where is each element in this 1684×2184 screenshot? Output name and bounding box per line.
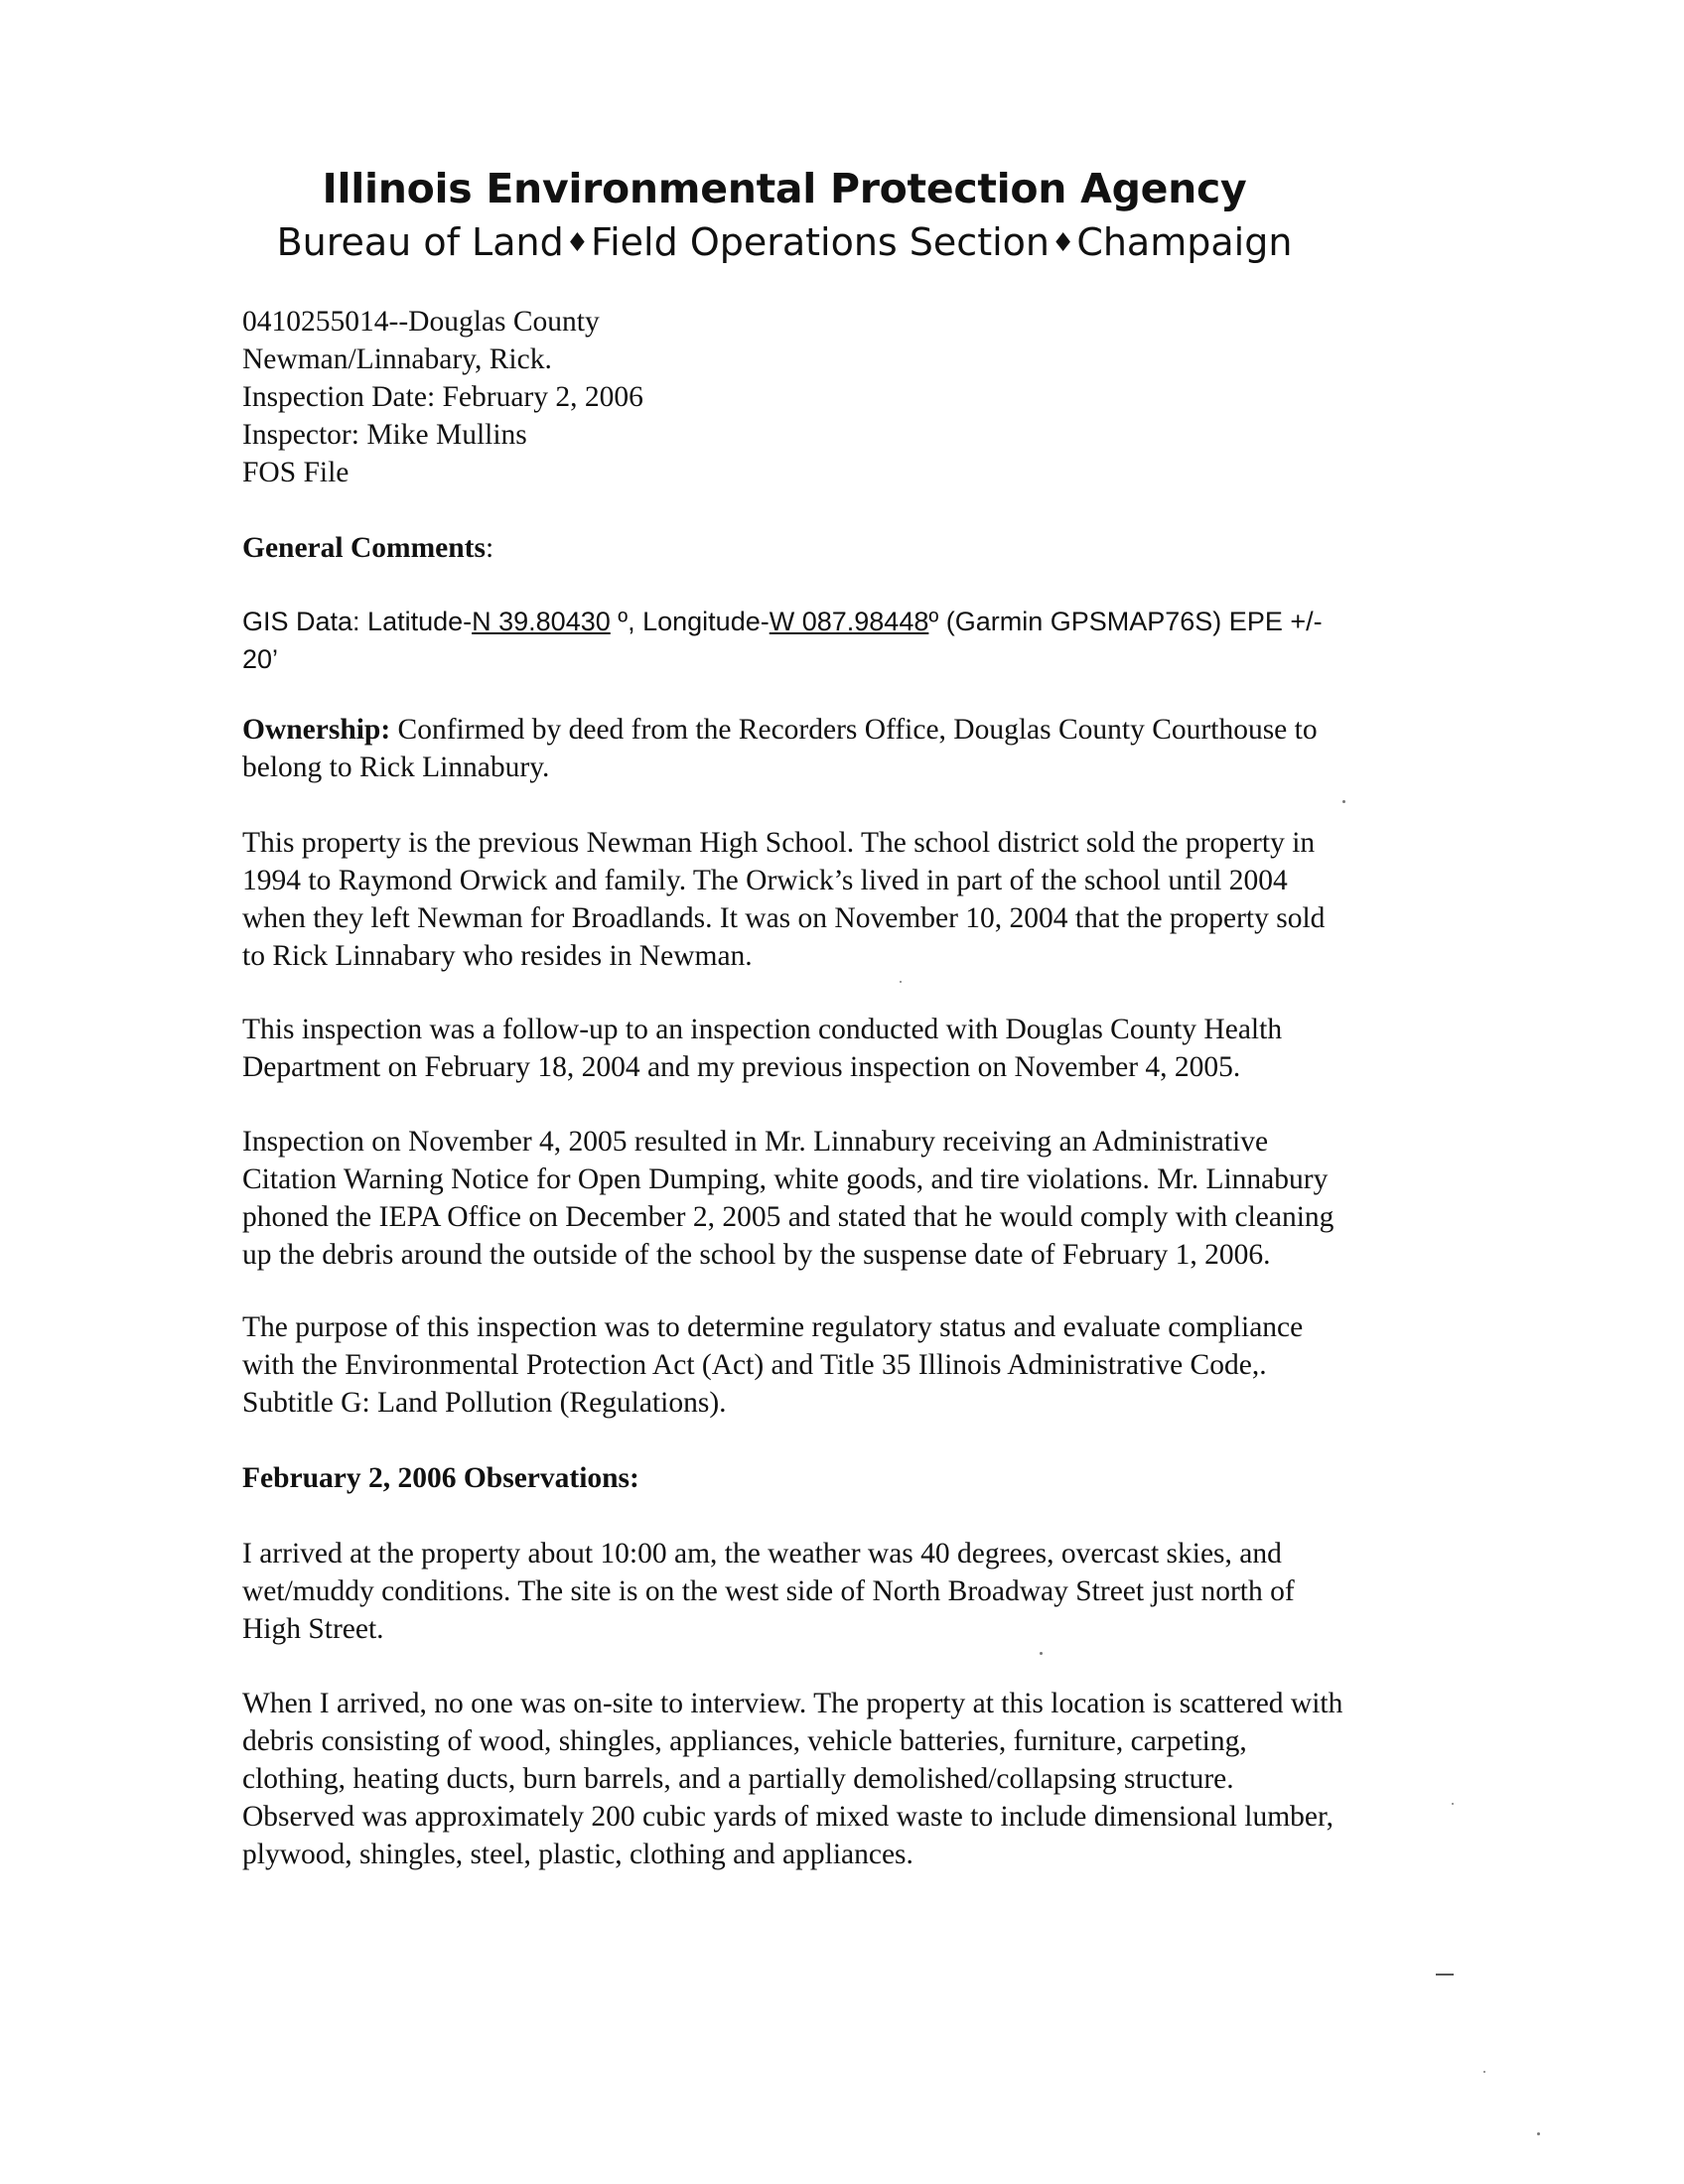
paragraph-line: The purpose of this inspection was to determine regulatory status and evaluate compliance: [242, 1311, 1304, 1343]
paragraph-line: Citation Warning Notice for Open Dumping, white goods, and tire violations. Mr. Linnabury: [242, 1163, 1329, 1195]
paragraph-line: Inspection on November 4, 2005 resulted in Mr. Linnabury receiving an Administrative: [242, 1126, 1269, 1158]
observations-label: February 2, 2006 Observations:: [242, 1462, 639, 1494]
paragraph-line: wet/muddy conditions. The site is on the west side of North Broadway Street just north of: [242, 1575, 1295, 1607]
paragraph-line: clothing, heating ducts, burn barrels, and a partially demolished/collapsing structure.: [242, 1763, 1234, 1795]
ownership-paragraph: [242, 711, 1493, 786]
site-name: Newman/Linnabary, Rick.: [242, 343, 552, 375]
observations-heading: [242, 1459, 1493, 1497]
gis-latitude-value: N 39.80430: [472, 607, 611, 636]
inspection-date: Inspection Date: February 2, 2006: [242, 381, 643, 413]
paragraph-line: Observed was approximately 200 cubic yards of mixed waste to include dimensional lumber,: [242, 1801, 1334, 1833]
paragraph-line: Department on February 18, 2004 and my previous inspection on November 4, 2005.: [242, 1051, 1241, 1083]
file-info-block: [242, 303, 1493, 491]
ownership-text: Confirmed by deed from the Recorders Office, Douglas County Courthouse to: [390, 714, 1318, 746]
gis-latitude-label: GIS Data: Latitude-: [242, 607, 473, 636]
general-comments-colon: :: [485, 532, 494, 564]
paragraph-line: High Street.: [242, 1613, 384, 1645]
scan-speck: [1483, 2071, 1485, 2073]
inspector-name: Inspector: Mike Mullins: [242, 419, 527, 451]
gis-data-block: [242, 603, 1493, 678]
paragraph-line: to Rick Linnabary who resides in Newman.: [242, 940, 753, 972]
paragraph-line: phoned the IEPA Office on December 2, 2005 and stated that he would comply with cleaning: [242, 1201, 1334, 1233]
gis-longitude-value: W 087.98448: [769, 607, 929, 636]
previous-inspection-paragraph: [242, 1123, 1493, 1274]
paragraph-line: with the Environmental Protection Act (Act) and Title 35 Illinois Administrative Code,.: [242, 1349, 1267, 1381]
history-paragraph: [242, 824, 1493, 975]
gis-longitude-label: º, Longitude-: [610, 607, 770, 636]
agency-subtitle: [0, 220, 1569, 264]
gis-device: (Garmin GPSMAP76S) EPE +/-: [938, 607, 1323, 636]
section-name: Field Operations Section: [591, 220, 1050, 264]
gis-degree: º: [928, 607, 939, 636]
diamond-separator-icon: ♦: [565, 228, 590, 258]
paragraph-line: When I arrived, no one was on-site to interview. The property at this location is scattered with: [242, 1688, 1343, 1719]
agency-title: Illinois Environmental Protection Agency: [322, 165, 1247, 212]
paragraph-line: when they left Newman for Broadlands. It was on November 10, 2004 that the property sold: [242, 902, 1326, 934]
debris-paragraph: [242, 1685, 1493, 1873]
scan-speck: [900, 981, 902, 983]
general-comments-heading: [242, 529, 1493, 567]
gis-device-cont: 20’: [242, 644, 279, 674]
scan-speck: [1452, 1803, 1454, 1805]
paragraph-line: plywood, shingles, steel, plastic, clothing and appliances.: [242, 1839, 913, 1870]
paragraph-line: This inspection was a follow-up to an inspection conducted with Douglas County Health: [242, 1014, 1283, 1045]
site-id: 0410255014--Douglas County: [242, 306, 600, 338]
purpose-paragraph: [242, 1308, 1493, 1422]
scan-speck: [1342, 800, 1345, 803]
arrival-paragraph: [242, 1535, 1493, 1648]
paragraph-line: 1994 to Raymond Orwick and family. The Orwick’s lived in part of the school until 2004: [242, 865, 1288, 896]
scan-speck: [1537, 2132, 1540, 2135]
scan-mark: [1436, 1974, 1454, 1976]
followup-paragraph: [242, 1011, 1493, 1086]
paragraph-line: I arrived at the property about 10:00 am, the weather was 40 degrees, overcast skies, and: [242, 1538, 1282, 1570]
paragraph-line: Subtitle G: Land Pollution (Regulations).: [242, 1387, 727, 1419]
file-type: FOS File: [242, 457, 350, 488]
diamond-separator-icon: ♦: [1052, 228, 1075, 258]
paragraph-line: This property is the previous Newman High School. The school district sold the property in: [242, 827, 1316, 859]
scan-speck: [1040, 1652, 1043, 1655]
bureau-name: Bureau of Land: [276, 220, 564, 264]
office-name: Champaign: [1076, 220, 1293, 264]
paragraph-line: up the debris around the outside of the school by the suspense date of February 1, 2006.: [242, 1239, 1271, 1271]
paragraph-line: debris consisting of wood, shingles, appliances, vehicle batteries, furniture, carpeting,: [242, 1725, 1247, 1757]
general-comments-label: General Comments: [242, 532, 486, 564]
ownership-text-cont: belong to Rick Linnabury.: [242, 751, 550, 783]
ownership-label: Ownership:: [242, 714, 391, 746]
